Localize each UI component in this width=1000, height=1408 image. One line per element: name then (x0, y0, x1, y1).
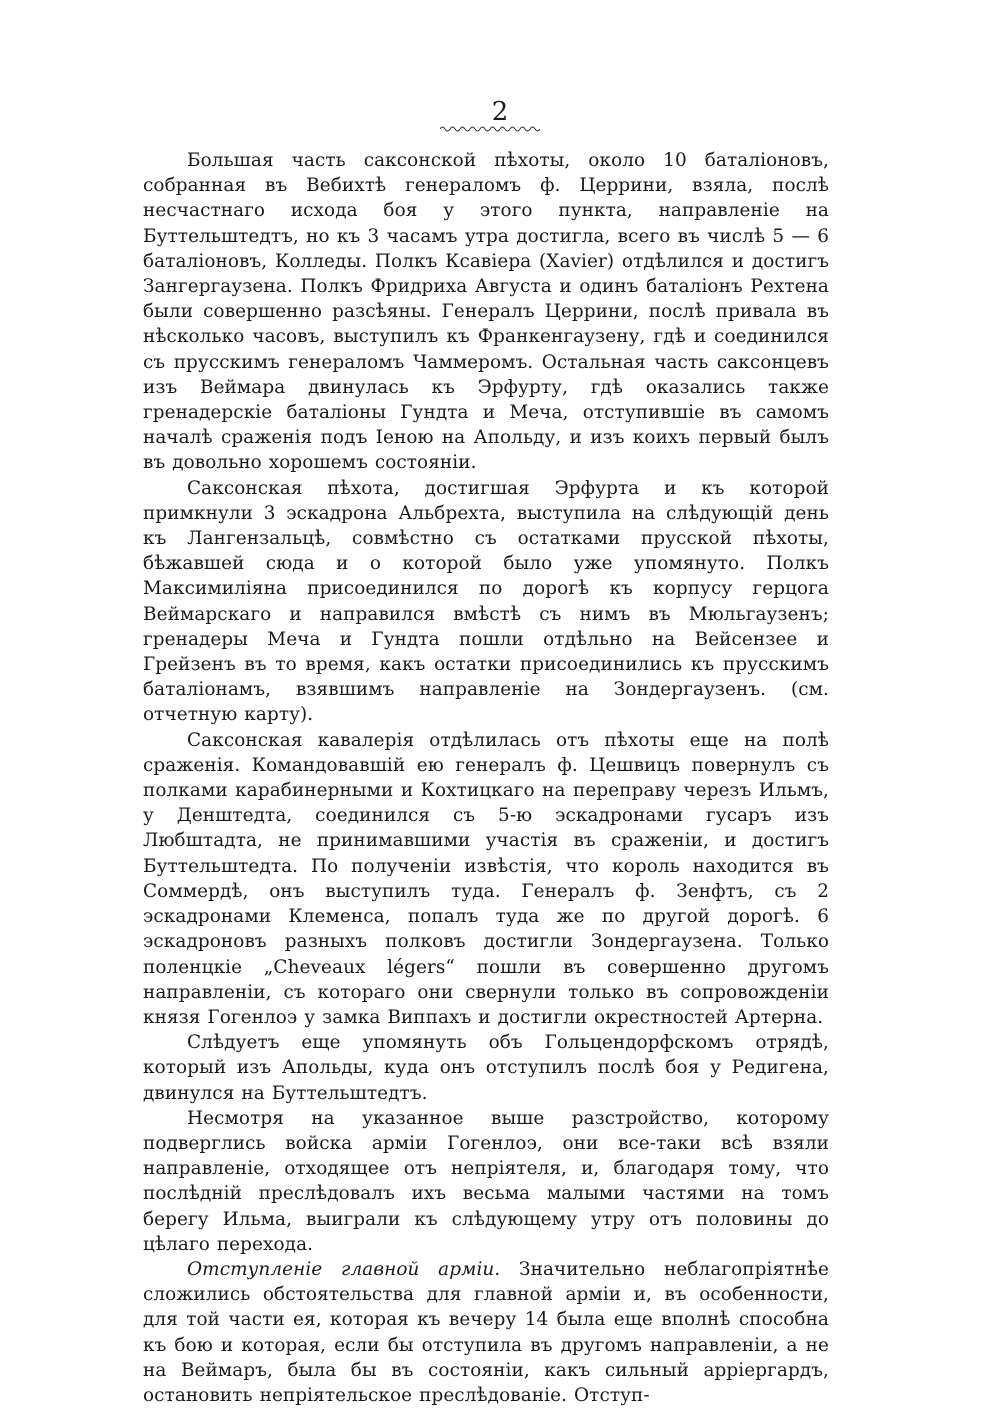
paragraph: Слѣдуетъ еще упомянуть объ Гольцендорфскомъ отрядѣ, который изъ Апольды, куда онъ отступилъ послѣ боя у Редигена, двинулся на Буттельштедтъ. (143, 1032, 829, 1104)
section-paragraph (143, 1257, 829, 1408)
paragraph: Несмотря на указанное выше разстройство, которому подверглись войска арміи Гогенлоэ, они все-таки всѣ взяли направленіе, отходящее отъ непріятеля, и, благодаря тому, что послѣдній преслѣдовалъ ихъ весьма малыми частями на томъ берегу Ильма, выиграли къ слѣдующему утру отъ половины до цѣлаго перехода. (143, 1107, 829, 1255)
paragraph: Саксонская кавалерія отдѣлилась отъ пѣхоты еще на полѣ сраженія. Командовавшій ею генералъ ф. Цешвицъ повернулъ съ полками карабинерными и Кохтицкаго на переправу черезъ Ильмъ, у Денштедта, соединился съ 5-ю эскадронами гусаръ изъ Любштадта, не принимавшими участія въ сраженіи, и достигъ Буттельштедта. По полученіи извѣстія, что король находится въ Соммердѣ, онъ выступилъ туда. Генералъ ф. Зенфтъ, съ 2 эскадронами Клеменса, попалъ туда же по другой дорогѣ. 6 эскадроновъ разныхъ полковъ достигли Зондергаузена. Только поленцкіе „Cheveaux légers“ пошли въ совершенно другомъ направленіи, съ котораго они свернули только въ сопровожденіи князя Гогенлоэ у замка Виппахъ и достигли окрестностей Артерна. (143, 729, 829, 1028)
page-number: 2 (491, 97, 509, 127)
wavy-rule-ornament (440, 124, 540, 134)
paragraph: Большая часть саксонской пѣхоты, около 10 баталіоновъ, собранная въ Вебихтѣ генераломъ ф. Церрини, взяла, послѣ несчастнаго исхода боя у этого пункта, направленіе на Буттельштедтъ, но къ 3 часамъ утра достигла, всего въ числѣ 5 — 6 баталіоновъ, Колледы. Полкъ Ксавіера (Xavier) отдѣлился и достигъ Зангергаузена. Полкъ Фридриха Августа и одинъ баталіонъ Рехтена были совершенно разсѣяны. Генералъ Церрини, послѣ привала въ нѣсколько часовъ, выступилъ къ Франкенгаузену, гдѣ и соединился съ прусскимъ генераломъ Чаммеромъ. Остальная часть саксонцевъ изъ Веймара двинулась къ Эрфурту, гдѣ оказались также гренадерскіе баталіоны Гундта и Меча, отступившіе въ самомъ началѣ сраженія подъ Іеною на Апольду, и изъ коихъ первый былъ въ довольно хорошемъ состояніи. (143, 150, 829, 474)
body-text (143, 148, 829, 1408)
section-text: Значительно неблагопріятнѣе сложились обстоятельства для главной арміи и, въ особенности, для той части ея, которая къ вечеру 14 была еще вполнѣ способна къ бою и которая, если бы отступила въ другомъ направленіи, а не на Веймаръ, была бы въ состояніи, какъ сильный арріергардъ, остановить непріятельское преслѣдованіе. Отступ- (143, 1258, 830, 1406)
paragraph: Саксонская пѣхота, достигшая Эрфурта и къ которой примкнули 3 эскадрона Альбрехта, выступила на слѣдующій день къ Лангензальцѣ, совмѣстно съ остатками прусской пѣхоты, бѣжавшей сюда и о которой было уже упомянуто. Полкъ Максимиліяна присоединился по дорогѣ къ корпусу герцога Веймарскаго и направился вмѣстѣ съ нимъ въ Мюльгаузенъ; гренадеры Меча и Гундта пошли отдѣльно на Вейсензее и Грейзенъ въ то время, какъ остатки присоединились къ прусскимъ баталіонамъ, взявшимъ направленіе на Зондергаузенъ. (см. отчетную карту). (143, 477, 829, 726)
section-heading: Отступленіе главной арміи. (187, 1258, 501, 1280)
